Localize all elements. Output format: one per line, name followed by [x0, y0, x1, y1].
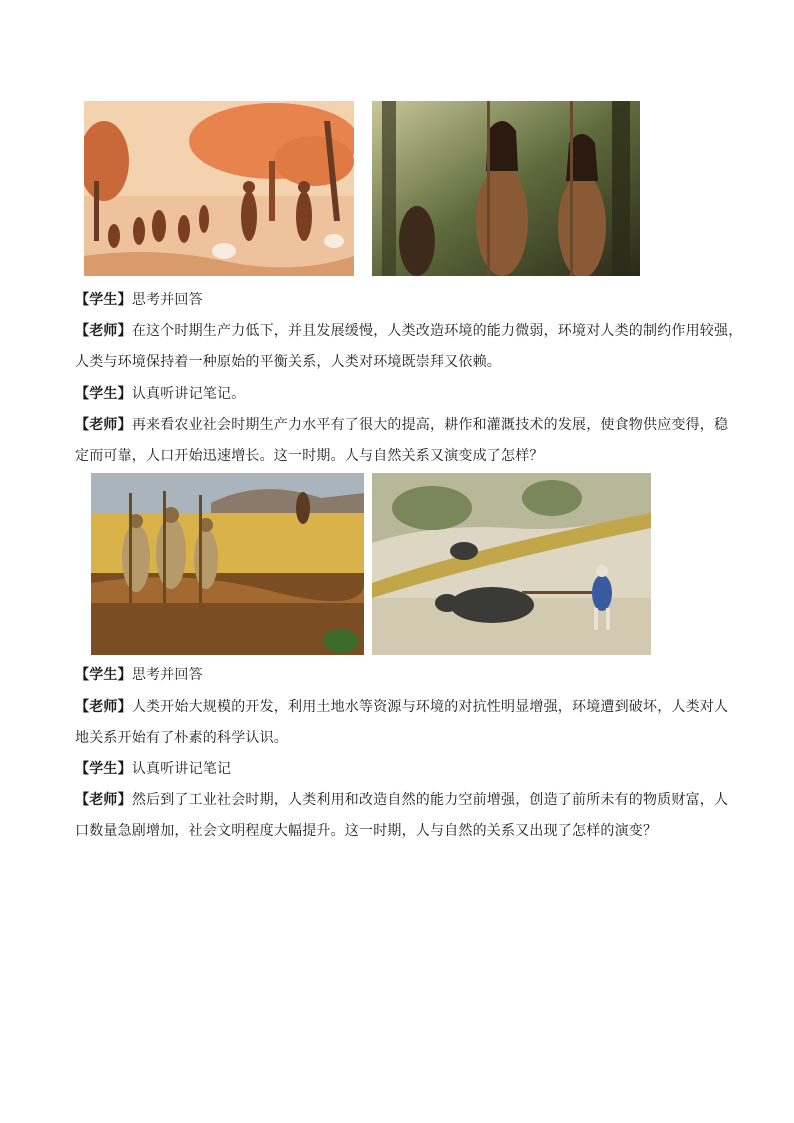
speaker-tag: 【学生】	[75, 292, 132, 308]
speaker-tag: 【老师】	[75, 699, 132, 715]
paragraph-8-line-2	[75, 822, 725, 840]
ox-plowing-painting	[372, 473, 651, 655]
paragraph-text: 认真听讲记笔记。	[131, 386, 246, 402]
paragraph-text: 然后到了工业社会时期，人类利用和改造自然的能力空前增强，创造了前所未有的物质财富，人	[131, 792, 729, 808]
speaker-tag: 【老师】	[75, 417, 132, 433]
speaker-tag: 【老师】	[75, 323, 132, 339]
paragraph-2-line-2	[75, 353, 725, 371]
paragraph-7	[75, 760, 725, 778]
paragraph-5	[75, 666, 725, 684]
paragraph-8-line-1	[75, 791, 729, 809]
paragraph-1	[75, 291, 725, 309]
paragraph-2-line-1	[75, 322, 743, 340]
primitive-hunters-photo	[372, 101, 640, 276]
paragraph-3	[75, 385, 725, 403]
speaker-tag: 【学生】	[75, 386, 132, 402]
paragraph-text: 思考并回答	[131, 292, 203, 308]
paragraph-text: 人类开始大规模的开发，利用土地水等资源与环境的对抗性明显增强，环境遭到破坏，人类对人	[131, 699, 729, 715]
paragraph-text: 在这个时期生产力低下，并且发展缓慢，人类改造环境的能力微弱，环境对人类的制约作用较强，	[131, 323, 743, 339]
paragraph-text: 再来看农业社会时期生产力水平有了很大的提高，耕作和灌溉技术的发展，使食物供应变得，稳	[131, 417, 729, 433]
paragraph-6-line-1	[75, 698, 729, 716]
primitive-society-illustration	[84, 101, 354, 276]
speaker-tag: 【学生】	[75, 667, 132, 683]
paragraph-text: 地关系开始有了朴素的科学认识。	[75, 730, 288, 746]
paragraph-4-line-2	[75, 447, 725, 465]
agricultural-farmers-diorama	[91, 473, 364, 655]
paragraph-text: 人类与环境保持着一种原始的平衡关系，人类对环境既崇拜又依赖。	[75, 354, 501, 370]
speaker-tag: 【老师】	[75, 792, 132, 808]
paragraph-6-line-2	[75, 729, 725, 747]
paragraph-text: 定而可靠，人口开始迅速增长。这一时期。人与自然关系又演变成了怎样？	[75, 448, 544, 464]
paragraph-4-line-1	[75, 416, 729, 434]
paragraph-text: 思考并回答	[131, 667, 203, 683]
paragraph-text: 口数量急剧增加，社会文明程度大幅提升。这一时期，人与自然的关系又出现了怎样的演变？	[75, 823, 658, 839]
paragraph-text: 认真听讲记笔记	[131, 761, 232, 777]
speaker-tag: 【学生】	[75, 761, 132, 777]
